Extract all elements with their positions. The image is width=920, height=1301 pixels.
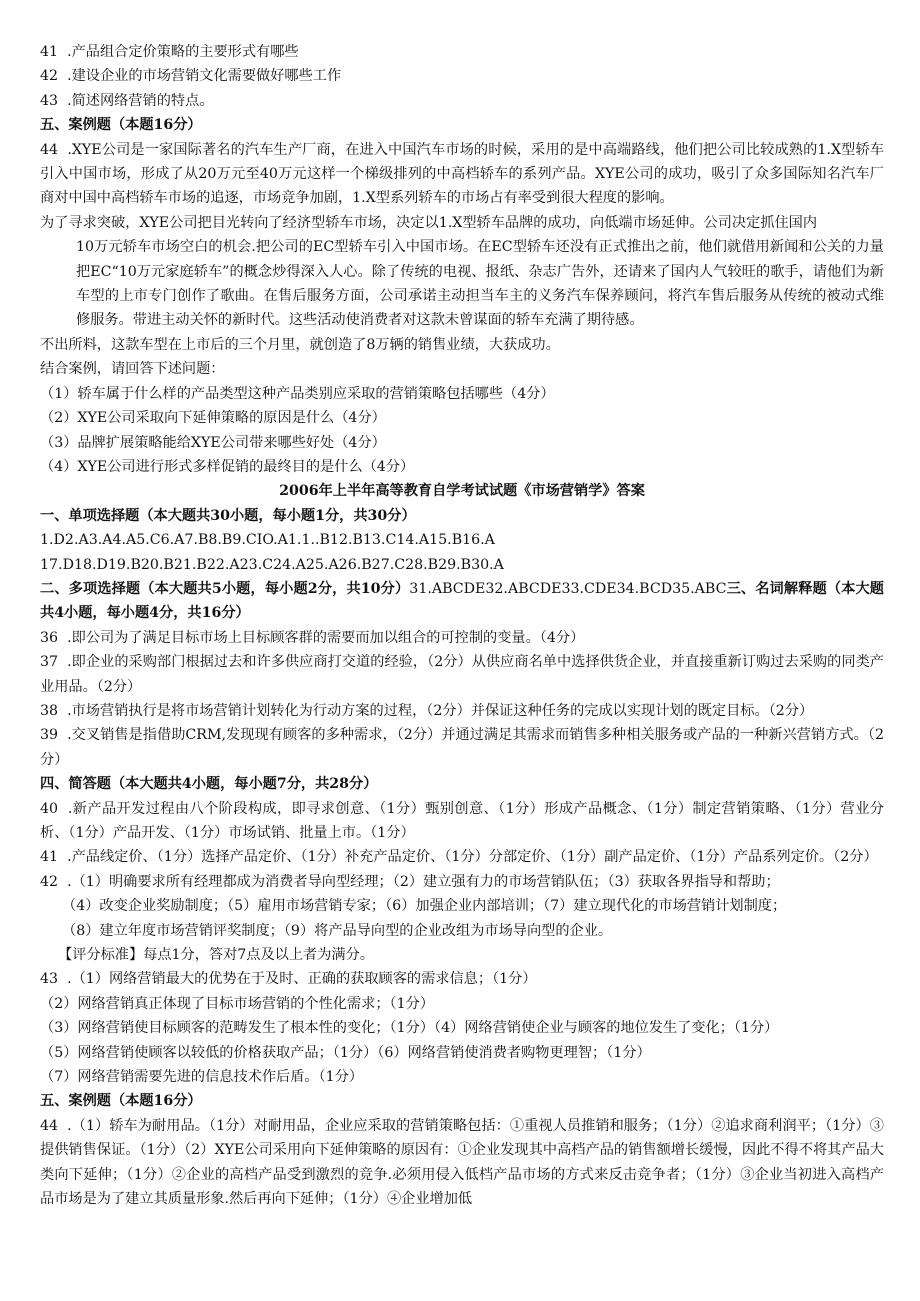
- single-choice-answers-2: 17.D18.D19.B20.B21.B22.A23.C24.A25.A26.B27.C28.B29.B30.A: [40, 556, 504, 573]
- case-paragraph-3: 不出所料，这款车型在上市后的三个月里，就创造了8万辆的销售业绩，大获成功。: [40, 336, 560, 353]
- answer-42-line-2: （4）改变企业奖励制度；（5）雇用市场营销专家；（6）加强企业内部培训；（7）建立现代化的市场营销计划制度；: [62, 898, 787, 915]
- case-paragraph-2-start: 为了寻求突破，XYE公司把目光转向了经济型轿车市场，决定以1.X型轿车品牌的成功，向低端市场延伸。公司决定抓住国内: [40, 214, 818, 231]
- section-heading-short-answer: 四、简答题（本大题共4小题，每小题7分，共28分）: [40, 776, 378, 793]
- answer-43-line-1: 43 .（1）网络营销最大的优势在于及时、正确的获取顾客的需求信息；（1分）: [40, 971, 537, 988]
- answer-title: 2006年上半年高等教育自学考试试题《市场营销学》答案: [279, 483, 645, 500]
- answer-40: 40 .新产品开发过程由八个阶段构成，即寻求创意、（1分）甄别创意、（1分）形成产品概念、（1分）制定营销策略、（1分）营业分析、（1分）产品开发、（1分）市场试销、批量上市。（1分）: [40, 800, 884, 841]
- case-question-2: （2）XYE公司采取向下延伸策略的原因是什么（4分）: [40, 410, 386, 427]
- multi-choice-and-terms: [40, 577, 884, 626]
- question-43: 43 .简述网络营销的特点。: [40, 92, 214, 109]
- answer-43-line-4: （5）网络营销使顾客以较低的价格获取产品；（1分）（6）网络营销使消费者购物更理智；（1分）: [40, 1044, 651, 1061]
- answer-42-line-1: 42 .（1）明确要求所有经理都成为消费者导向型经理；（2）建立强有力的市场营销队伍；（3）获取各界指导和帮助；: [40, 873, 780, 890]
- answer-43-line-5: （7）网络营销需要先进的信息技术作后盾。（1分）: [40, 1069, 364, 1086]
- case-prompt: 结合案例，请回答下述问题：: [40, 361, 225, 378]
- answer-42-line-3: （8）建立年度市场营销评奖制度；（9）将产品导向型的企业改组为市场导向型的企业。: [62, 922, 613, 939]
- answer-43-line-3: （3）网络营销使目标顾客的范畴发生了根本性的变化；（1分）（4）网络营销使企业与顾客的地位发生了变化；（1分）: [40, 1020, 779, 1037]
- section-heading-case: 五、案例题（本题16分）: [40, 117, 202, 134]
- case-paragraph-2-body: 10万元轿车市场空白的机会.把公司的EC型轿车引入中国市场。在EC型轿车还没有正式推出之前，他们就借用新闻和公关的力量把EC“10万元家庭轿车”的概念炒得深入人心。除了传统的电视、报纸、杂志广告外，还请来了国内人气较旺的歌手，请他们为新车型的上市专门创作了歌曲。在售后服务方面，公司承诺主动担当车主的义务汽车保养顾问，将汽车售后服务从传统的被动式维修服务。带进主动关怀的新时代。这些活动使消费者对这款未曾谋面的轿车充满了期待感。: [76, 239, 884, 329]
- section-heading-multi-choice: 二、多项选择题（本大题共5小题，每小题2分，共10分）: [40, 580, 410, 597]
- answer-44: 44 .（1）轿车为耐用品。（1分）对耐用品，企业应采取的营销策略包括：①重视人员推销和服务；（1分）②追求商利润平；（1分）③提供销售保证。（1分）（2）XYE公司采用向下延伸策略的原因有：①企业发现其中高档产品的销售额增长缓慢，因此不得不将其产品大类向下延伸；（1分）②企业的高档产品受到激烈的竞争.必须用侵入低档产品市场的方式来反击竞争者；（1分）③企业当初进入高档产品市场是为了建立其质量形象.然后再向下延伸；（1分）④企业增加低: [40, 1117, 884, 1208]
- multi-choice-answers: 31.ABCDE32.ABCDE33.CDE34.BCD35.ABC: [409, 580, 727, 597]
- case-question-4: （4）XYE公司进行形式多样促销的最终目的是什么（4分）: [40, 458, 415, 475]
- answer-41: 41 .产品线定价、（1分）选择产品定价、（1分）补充产品定价、（1分）分部定价、（1分）副产品定价、（1分）产品系列定价。（2分）: [40, 849, 878, 866]
- answer-38: 38 .市场营销执行是将市场营销计划转化为行动方案的过程，（2分）并保证这种任务的完成以实现计划的既定目标。（2分）: [40, 702, 814, 719]
- question-41: 41 .产品组合定价策略的主要形式有哪些: [40, 44, 299, 60]
- single-choice-answers-1: 1.D2.A3.A4.A5.C6.A7.B8.B9.CIO.A1.1..B12.B13.C14.A15.B16.A: [40, 532, 495, 549]
- section-heading-case-answer: 五、案例题（本题16分）: [40, 1093, 202, 1110]
- question-42: 42 .建设企业的市场营销文化需要做好哪些工作: [40, 68, 342, 85]
- answer-39: 39 .交叉销售是指借助CRM,发现现有顾客的多种需求，（2分）并通过满足其需求而销售多种相关服务或产品的一种新兴营销方式。（2分）: [40, 727, 884, 768]
- answer-43-line-2: （2）网络营销真正体现了目标市场营销的个性化需求；（1分）: [40, 995, 435, 1012]
- answer-36: 36 .即公司为了满足目标市场上目标顾客群的需要而加以组合的可控制的变量。（4分）: [40, 629, 585, 646]
- section-heading-terms: 三、名词解释题（本大题共4小题，每小题4分，共16分）: [40, 580, 884, 622]
- scoring-note: 【评分标准】每点1分，答对7点及以上者为满分。: [58, 947, 374, 964]
- case-question-3: （3）品牌扩展策略能给XYE公司带来哪些好处（4分）: [40, 434, 386, 451]
- case-question-1: （1）轿车属于什么样的产品类型这种产品类别应采取的营销策略包括哪些（4分）: [40, 385, 555, 402]
- case-paragraph-1: 44 .XYE公司是一家国际著名的汽车生产厂商，在进入中国汽车市场的时候，采用的是中高端路线，他们把公司比较成熟的1.X型轿车引入中国市场，形成了从20万元至40万元这样一个梯级排列的中高档轿车的系列产品。XYE公司的成功，吸引了众多国际知名汽车厂商对中国中高档轿车市场的追逐，市场竞争加剧，1.X型系列轿车的市场占有率受到很大程度的影响。: [40, 141, 884, 207]
- answer-37: 37 .即企业的采购部门根据过去和许多供应商打交道的经验，（2分）从供应商名单中选择供货企业，并直接重新订购过去采购的同类产业用品。（2分）: [40, 654, 884, 695]
- section-heading-single-choice: 一、单项选择题（本大题共30小题，每小题1分，共30分）: [40, 507, 416, 524]
